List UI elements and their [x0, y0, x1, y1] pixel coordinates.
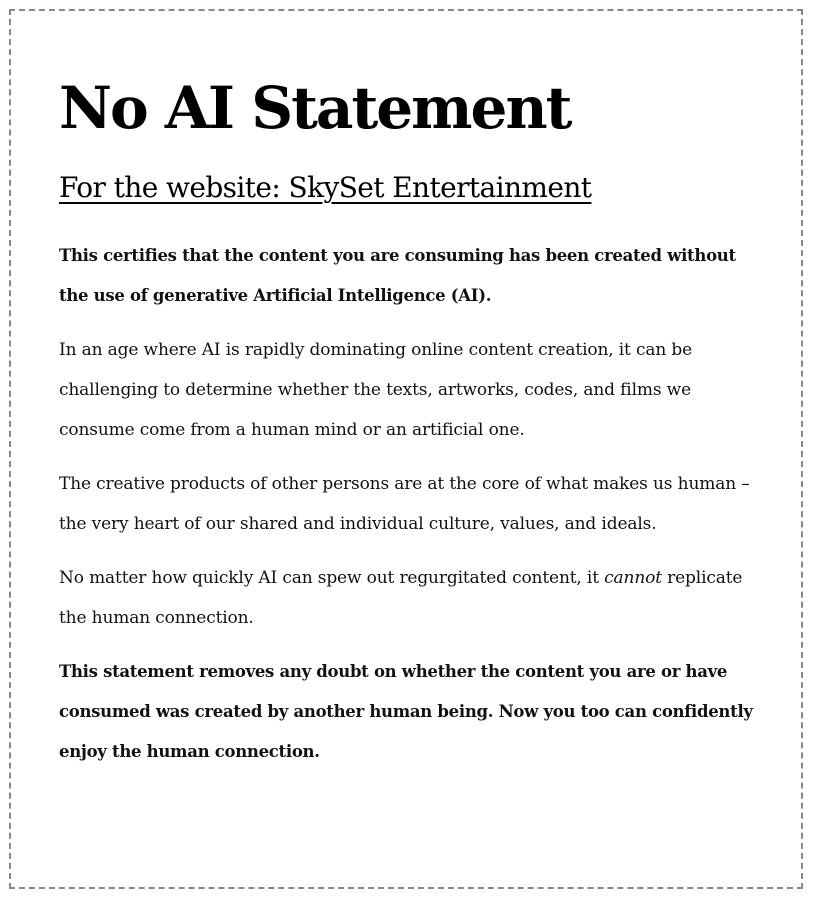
removes-doubt-paragraph: This statement removes any doubt on whether the content you are or have consumed was created by another human being. Now you too can confidently enjoy the human connection.: [59, 662, 753, 761]
website-subtitle: For the website: SkySet Entertainment: [59, 171, 592, 204]
statement-document: [59, 70, 759, 772]
no-matter-text-end: replicate the human connection.: [59, 568, 743, 628]
cannot-emphasis: cannot: [604, 568, 662, 588]
no-matter-paragraph: [59, 558, 759, 638]
age-paragraph: In an age where AI is rapidly dominating online content creation, it can be challenging to determine whether the texts, artworks, codes, and films we consume come from a human mind or an artificial one.: [59, 340, 693, 440]
creative-paragraph: The creative products of other persons are at the core of what makes us human – the very heart of our shared and individual culture, values, and ideals.: [59, 474, 750, 534]
certify-paragraph: This certifies that the content you are consuming has been created without the use of generative Artificial Intelligence (AI).: [59, 246, 736, 305]
no-matter-text-start: No matter how quickly AI can spew out regurgitated content, it: [59, 568, 605, 588]
page-title: No AI Statement: [59, 74, 571, 142]
